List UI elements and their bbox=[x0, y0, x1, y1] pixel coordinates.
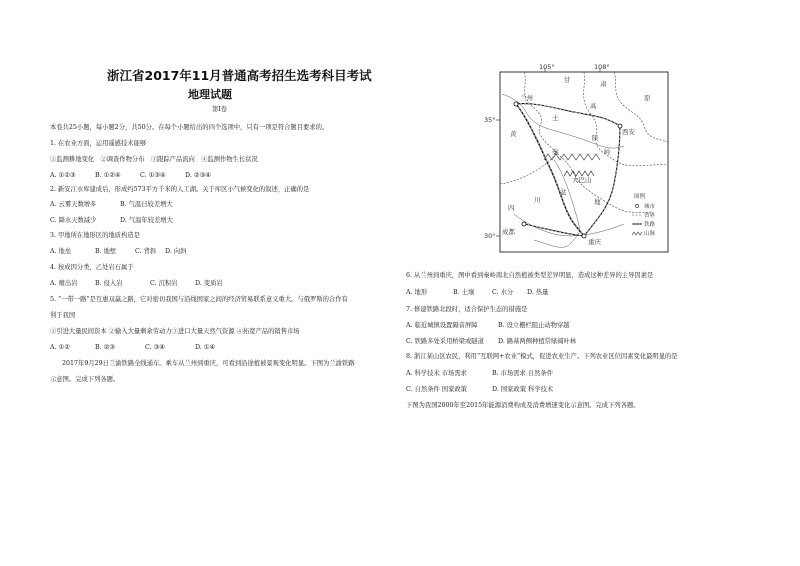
q5-stem-line1: 5. “一带一路”是互惠双赢之路，它对密切我国与沿线国家之间的经济贸易联系意义重大。与俄罗斯的合作有 bbox=[50, 296, 348, 303]
legend-title: 图例 bbox=[634, 194, 646, 200]
q2-option-c: C. 降水天数减少 bbox=[50, 217, 97, 224]
q2-option-a: A. 云雾天数增多 bbox=[50, 201, 97, 208]
label-qin: 秦 bbox=[552, 148, 559, 156]
q7-stem: 7. 修建铁路北段时，适合保护生态的措施是 bbox=[406, 306, 528, 313]
q6-stem: 6. 从兰州到重庆，图中看到秦岭南北自然植被类型差异明显，造成这种差异的主导因素是 bbox=[406, 272, 654, 279]
label-lanzhou: 兰州 bbox=[520, 94, 533, 102]
q8-option-c: C. 自然条件 国家政策 bbox=[406, 386, 467, 393]
label-su: 肃 bbox=[600, 80, 607, 88]
label-gao: 高 bbox=[590, 102, 597, 110]
q4-option-c: C. 沉积岩 bbox=[150, 280, 178, 287]
exam-subtitle: 地理试题 bbox=[188, 88, 232, 101]
passage-line1: 2017年9月29日兰渝铁路全线通车。乘车从兰州到重庆，可看到沿途植被景观变化明显。下图为兰渝铁路 bbox=[62, 360, 355, 367]
city-marker-chengdu bbox=[522, 222, 526, 226]
label-chengdu: 成都 bbox=[502, 228, 515, 236]
lanyu-railway-map bbox=[484, 63, 674, 260]
q4-stem: 4. 按成因分类，乙处岩石属于 bbox=[50, 264, 134, 271]
q1-option-b: B. ①②④ bbox=[95, 172, 121, 179]
q1-option-a: A. ①②③ bbox=[50, 172, 76, 179]
q2-option-b: B. 气温日较差增大 bbox=[120, 201, 173, 208]
q8-option-a: A. 科学技术 市场需求 bbox=[406, 370, 467, 377]
q3-stem: 3. 甲地所在地形区的地质构造是 bbox=[50, 232, 140, 239]
label-xian: 西安 bbox=[622, 128, 635, 136]
q7-option-a: A. 临近城镇设置隔音屏障 bbox=[406, 322, 478, 329]
section-label: 第Ⅰ卷 bbox=[212, 106, 228, 113]
q5-option-d: D. ①④ bbox=[195, 344, 216, 351]
q4-option-d: D. 变质岩 bbox=[195, 280, 223, 287]
q3-option-b: B. 地堑 bbox=[95, 248, 117, 255]
label-chuan: 川 bbox=[534, 196, 541, 204]
q6-option-a: A. 地形 bbox=[406, 289, 428, 296]
label-yuan: 原 bbox=[644, 94, 651, 102]
q1-option-d: D. ②③④ bbox=[185, 172, 211, 179]
q5-option-c: C. ③④ bbox=[145, 344, 165, 351]
q8-option-d: D. 国家政策 科学技术 bbox=[492, 386, 554, 393]
lat-35-label: 35° bbox=[484, 116, 496, 124]
legend-city-icon bbox=[635, 204, 638, 207]
q8-option-b: B. 市场需求 自然条件 bbox=[492, 370, 554, 377]
q5-items: ①引进大量民间资本 ②输入大量剩余劳动力③进口大量天然气资源 ④拓宽产品的销售市场 bbox=[50, 328, 300, 335]
q6-option-b: B. 土壤 bbox=[453, 289, 475, 296]
q1-items: ①监测耕地变化 ②调查作物分布 ③跟踪产品流向 ④监测作物生长状况 bbox=[50, 156, 258, 163]
q1-option-c: C. ①③④ bbox=[140, 172, 166, 179]
q5-option-b: B. ②③ bbox=[95, 344, 115, 351]
q8-stem: 8. 浙江某山区农民，利用“互联网+农业”模式，促进农业生产。下列农业区位因素变化最明显的是 bbox=[406, 353, 678, 360]
q6-option-d: D. 热量 bbox=[527, 289, 549, 296]
passage-line2: 示意图。完成下列各题。 bbox=[50, 376, 120, 383]
lat-30-label: 30° bbox=[484, 232, 496, 240]
label-si: 四 bbox=[508, 204, 515, 212]
q3-option-c: C. 背斜 bbox=[135, 248, 157, 255]
q3-option-a: A. 地垒 bbox=[50, 248, 72, 255]
label-ling: 岭 bbox=[604, 148, 611, 156]
q9-passage: 下图为我国2000年至2015年能源消费构成及消费增速变化示意图。完成下列各题。 bbox=[406, 402, 640, 409]
q5-option-a: A. ①② bbox=[50, 344, 70, 351]
city-marker-lanzhou bbox=[514, 102, 518, 106]
q5-stem-line2: 利于我国 bbox=[50, 312, 76, 319]
q1-stem: 1. 在农业方面，运用遥感技术能够 bbox=[50, 140, 147, 147]
label-gan: 甘 bbox=[564, 76, 571, 84]
label-di: 地 bbox=[594, 198, 601, 206]
city-marker-chongqing bbox=[582, 234, 586, 238]
label-chongqing: 重庆 bbox=[588, 238, 601, 246]
lon-105-label: 105° bbox=[539, 63, 555, 71]
q7-option-d: D. 路基两侧种植常绿阔叶林 bbox=[498, 338, 577, 345]
legend-city: 城市 bbox=[644, 204, 656, 210]
lon-108-label: 108° bbox=[594, 63, 610, 71]
legend-border: 省界 bbox=[644, 213, 656, 219]
q7-option-b: B. 设立栅栏阻止动物穿越 bbox=[498, 322, 570, 329]
label-tu: 土 bbox=[552, 114, 559, 122]
q7-option-c: C. 铁路多处采用桥梁或隧道 bbox=[406, 338, 484, 345]
exam-title: 浙江省2017年11月普通高考招生选考科目考试 bbox=[107, 68, 372, 83]
label-shan: 陕 bbox=[592, 134, 599, 142]
label-pen: 盆 bbox=[560, 188, 567, 196]
q4-option-a: A. 喷出岩 bbox=[50, 280, 78, 287]
intro-text: 本卷共25小题，每小题2分，共50分。在每个小题给出的四个选项中，只有一项是符合题目要求的。 bbox=[50, 124, 329, 131]
label-huang: 黄 bbox=[510, 130, 517, 138]
legend-mountain: 山脉 bbox=[644, 231, 656, 237]
q2-option-d: D. 气温年较差增大 bbox=[120, 217, 173, 224]
q4-option-b: B. 侵入岩 bbox=[95, 280, 123, 287]
q3-option-d: D. 向斜 bbox=[165, 248, 187, 255]
q6-option-c: C. 水分 bbox=[492, 289, 514, 296]
q2-stem: 2. 新安江水库建成后，形成约573平方千米的人工湖。关于库区小气候变化的叙述，正确的是 bbox=[50, 186, 310, 193]
legend-railway: 铁路 bbox=[644, 222, 656, 228]
label-dabashan: 大巴山 bbox=[572, 176, 592, 184]
